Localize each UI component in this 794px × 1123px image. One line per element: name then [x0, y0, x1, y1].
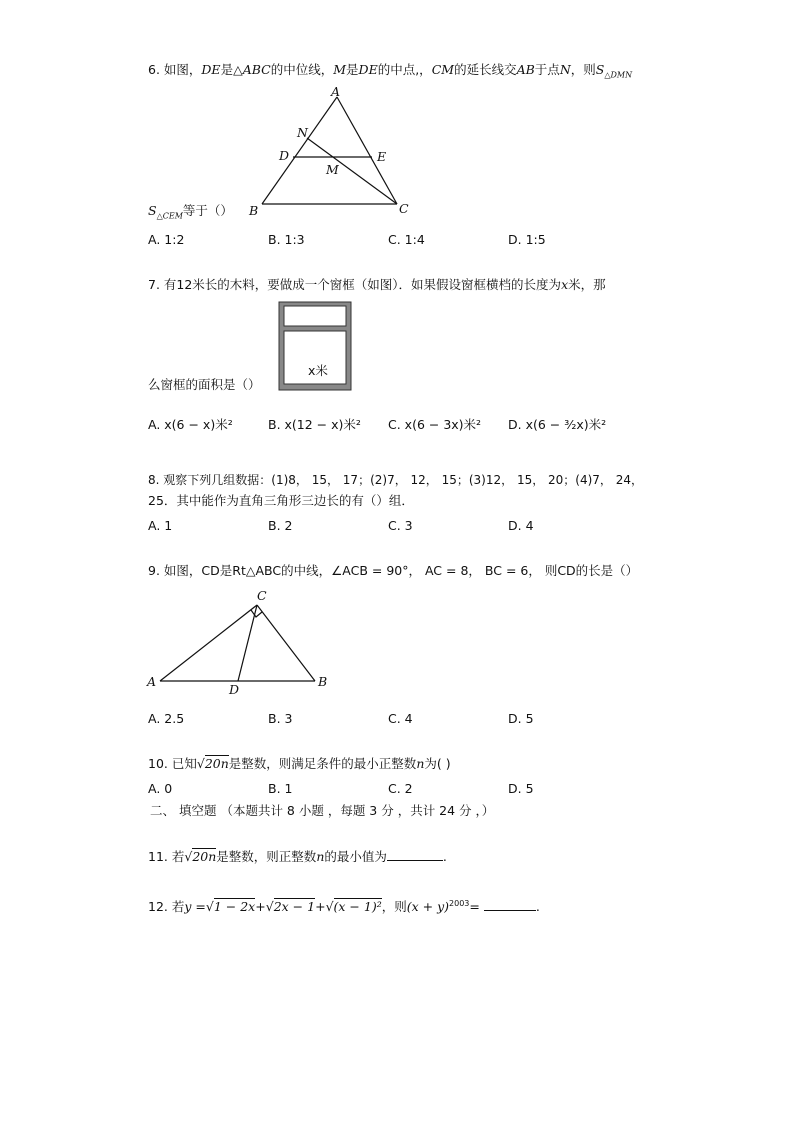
q6-option-d: D. 1:5	[508, 232, 546, 247]
q12-end: .	[535, 899, 540, 915]
q6-at-point: 于点	[534, 62, 560, 77]
q9-label-a: A	[147, 674, 157, 689]
q6-is: 是	[346, 62, 359, 77]
q12-line	[148, 896, 540, 915]
q7-option-c: C. x(6 − 3x)米²	[388, 417, 482, 432]
q12-comma-then: ，则	[381, 899, 407, 915]
q12-expr: (x + y)	[406, 899, 450, 915]
q6-label-n: N	[297, 125, 308, 140]
q11-var: n	[316, 849, 325, 864]
q7-x: x	[561, 277, 569, 292]
q12-radicand3: (x − 1)²	[333, 899, 382, 915]
q6-s-cem-sub: △CEM	[156, 211, 183, 221]
q9-label-d: D	[229, 682, 240, 697]
q6-option-c: C. 1:4	[388, 232, 425, 247]
q9-option-d: D. 5	[508, 711, 534, 726]
q11-tail: 的最小值为	[324, 849, 387, 864]
q12-plus2: +	[315, 899, 326, 915]
q12-equals: =	[469, 899, 480, 915]
q8-option-a: A. 1	[148, 518, 173, 533]
q10-prefix: 10. 已知	[148, 756, 197, 771]
q8-line1: 8. 观察下列几组数据：(1)8， 15， 17；(2)7， 12， 15；(3)12， 15， 20；(4)7， 24，	[148, 473, 644, 487]
q12-prefix: 12. 若	[148, 899, 185, 915]
q11-suffix: 是整数，则正整数	[216, 849, 317, 864]
q8-option-c: C. 3	[388, 518, 413, 533]
q11-sqrt-sign: √	[184, 849, 193, 864]
q11-end: .	[442, 849, 447, 864]
q9-option-a: A. 2.5	[148, 711, 185, 726]
q6-s-cem: S	[148, 203, 157, 218]
q9-option-b: B. 3	[268, 711, 293, 726]
q9-text: 9. 如图，CD是Rt△ABC的中线，∠ACB = 90°， AC = 8， BC = 6， 则CD的长是（）	[148, 563, 639, 578]
q8-line2: 25．其中能作为直角三角形三边长的有（）组．	[148, 493, 414, 508]
q7-option-d: D. x(6 − ³⁄₂x)米²	[508, 417, 607, 432]
q9-label-b: B	[318, 674, 328, 689]
q12-sqrt1-sign: √	[205, 899, 214, 915]
q8-option-b: B. 2	[268, 518, 293, 533]
q6-label-d: D	[279, 148, 290, 163]
q6-midpoint: 的中点,，	[377, 62, 432, 77]
q12-radicand2: 2x − 1	[273, 899, 316, 915]
q11-line	[148, 848, 447, 865]
q10-var: n	[416, 756, 425, 771]
q6-label-c: C	[399, 201, 409, 216]
q12-radicand1: 1 − 2x	[213, 899, 256, 915]
q10-sqrt-sign: √	[196, 756, 205, 771]
q7-option-a: A. x(6 − x)米²	[148, 417, 233, 432]
q7-window-label: x米	[308, 363, 328, 378]
q6-label-b: B	[249, 203, 259, 218]
q6-cm: CM	[431, 62, 455, 77]
q6-ab: AB	[516, 62, 535, 77]
q6-prefix: 6. 如图，	[148, 62, 202, 77]
q6-option-a: A. 1:2	[148, 232, 185, 247]
q6-abc: ABC	[242, 62, 271, 77]
q7-text-a: 7. 有12米长的木料，要做成一个窗框（如图）．如果假设窗框横档的长度为	[148, 277, 562, 292]
q12-sqrt2-sign: √	[265, 899, 274, 915]
q11-answer-blank[interactable]	[387, 848, 443, 861]
q6-equals-question: 等于（）	[182, 203, 233, 218]
q7-option-b: B. x(12 − x)米²	[268, 417, 361, 432]
q12-sqrt3-sign: √	[325, 899, 334, 915]
q12-plus1: +	[255, 899, 266, 915]
q10-option-c: C. 2	[388, 781, 413, 796]
q10-line	[148, 756, 451, 772]
q6-label-e: E	[377, 149, 387, 164]
q6-s-dmn-sub: △DMN	[604, 70, 633, 80]
q6-n: N	[559, 62, 571, 77]
q10-tail: 为( )	[424, 756, 451, 771]
q10-option-a: A. 0	[148, 781, 173, 796]
q6-label-m: M	[326, 162, 339, 177]
q6-midline: 的中位线，	[270, 62, 334, 77]
q6-is-tri: 是△	[220, 62, 243, 77]
q7-line2: 么窗框的面积是（）	[148, 377, 261, 392]
q6-s-dmn: S	[595, 62, 605, 77]
q10-option-b: B. 1	[268, 781, 293, 796]
q7-text-b: 米，那	[568, 277, 606, 292]
q9-option-c: C. 4	[388, 711, 413, 726]
q6-option-b: B. 1:3	[268, 232, 305, 247]
q10-radicand: 20n	[204, 756, 229, 771]
q12-exponent: 2003	[449, 899, 470, 908]
q6-de2: DE	[358, 62, 378, 77]
q11-prefix: 11. 若	[148, 849, 185, 864]
q10-option-d: D. 5	[508, 781, 534, 796]
section-2-heading: 二、 填空题 （本题共计 8 小题 ，每题 3 分 ，共计 24 分 ，）	[150, 803, 495, 818]
q10-suffix: 是整数，则满足条件的最小正整数	[228, 756, 417, 771]
q11-radicand: 20n	[192, 849, 217, 864]
q12-y: y =	[184, 899, 206, 915]
q9-label-c: C	[257, 588, 267, 603]
q12-answer-blank[interactable]	[484, 898, 536, 911]
q8-option-d: D. 4	[508, 518, 534, 533]
q6-de: DE	[201, 62, 221, 77]
q6-then: ，则	[570, 62, 596, 77]
q6-m: M	[333, 62, 347, 77]
q6-label-a: A	[331, 84, 341, 99]
q6-extend: 的延长线交	[454, 62, 517, 77]
